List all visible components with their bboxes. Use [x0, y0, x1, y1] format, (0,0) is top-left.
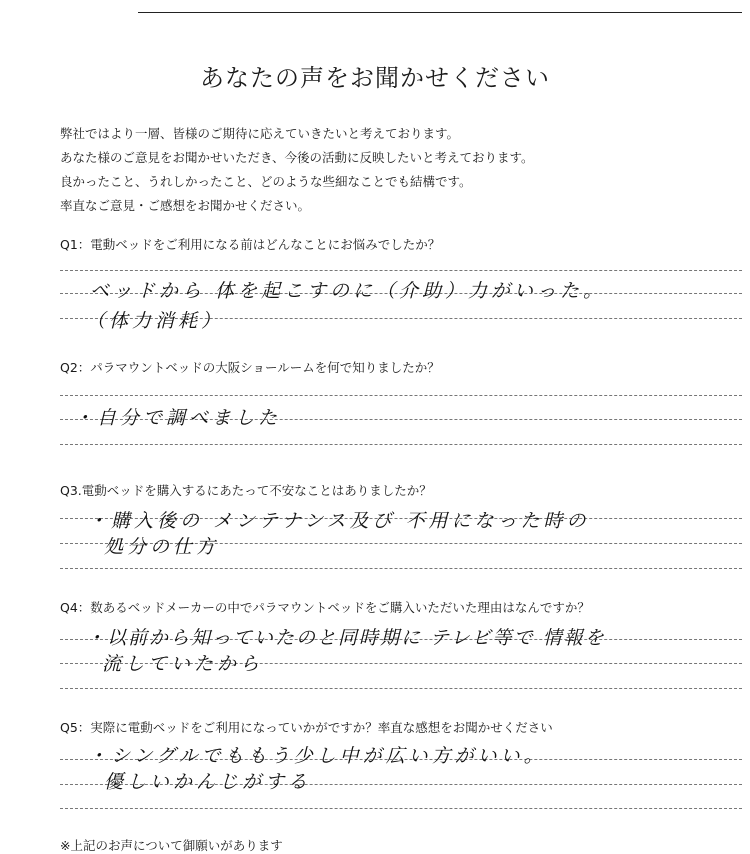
page-title: あなたの声をお聞かせください: [200, 64, 550, 92]
answer-line: [60, 395, 742, 396]
handwritten-answer: ・購入後の メンテナンス及び 不用になった時の: [88, 510, 590, 532]
question-label: Q3.電動ベッドを購入するにあたって不安なことはありましたか？: [60, 483, 432, 498]
intro-text: [60, 122, 720, 218]
question-3: [60, 480, 742, 558]
handwritten-answer: 流していたから: [102, 653, 264, 675]
intro-line: 弊社ではより一層、皆様のご期待に応えていきたいと考えております。: [60, 126, 460, 141]
answer-line: [60, 270, 742, 271]
question-2: [60, 357, 742, 429]
handwritten-answer: ・以前から知っていたのと同時期に テレビ等で 情報を: [86, 627, 606, 649]
answer-line: [60, 444, 742, 445]
intro-line: 良かったこと、うれしかったこと、どのような些細なことでも結構です。: [60, 174, 472, 189]
intro-line: 率直なご意見・ご感想をお聞かせください。: [60, 198, 311, 213]
handwritten-answer: ベッドから 体を起こすのに（介助）力がいった。: [90, 280, 607, 302]
question-label: Q1：電動ベッドをご利用になる前はどんなことにお悩みでしたか？: [60, 237, 441, 252]
handwritten-answer: ・シングルでももう少し中が広い方がいい。: [88, 745, 547, 767]
handwritten-answer: 優しいかんじがする: [104, 771, 312, 793]
question-1: [60, 234, 742, 332]
answer-line: [60, 808, 742, 809]
handwritten-answer: （体力消耗）: [86, 310, 225, 332]
question-label: Q5：実際に電動ベッドをご利用になっていかがですか？率直な感想をお聞かせください: [60, 720, 553, 735]
question-label: Q4：数あるベッドメーカーの中でパラマウントベッドをご購入いただいた理由はなんですか？: [60, 600, 590, 615]
top-rule: [138, 12, 742, 13]
footer-note: ※上記のお声について御願いがあります: [60, 838, 283, 853]
answer-line: [60, 568, 742, 569]
question-5: [60, 717, 742, 793]
question-4: [60, 597, 742, 675]
question-label: Q2：パラマウントベッドの大阪ショールームを何で知りましたか？: [60, 360, 440, 375]
handwritten-answer: ・自分で調べました: [74, 407, 282, 429]
answer-line: [60, 688, 742, 689]
intro-line: あなた様のご意見をお聞かせいただき、今後の活動に反映したいと考えております。: [60, 150, 534, 165]
handwritten-answer: 処分の仕方: [104, 536, 220, 558]
